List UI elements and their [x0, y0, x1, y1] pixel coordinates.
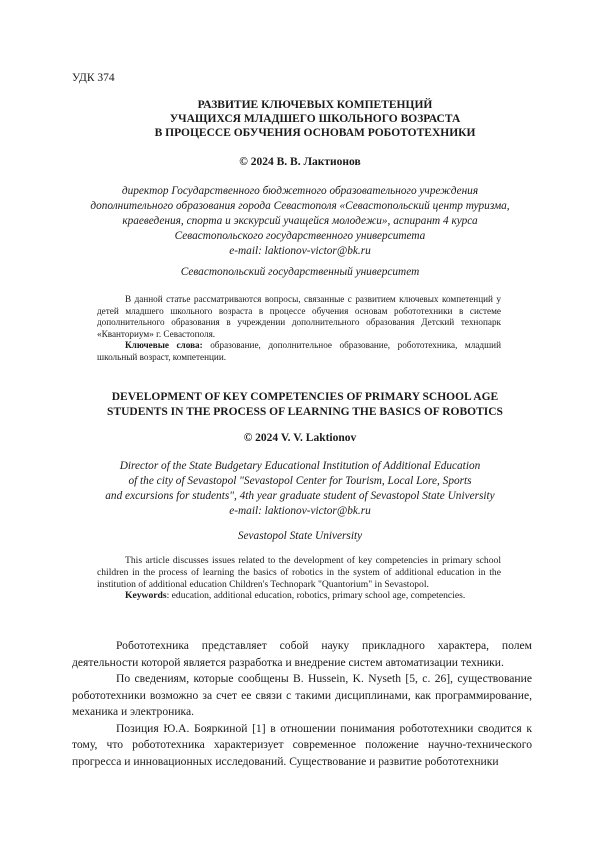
- keywords-ru: [97, 340, 501, 363]
- title-line: УЧАЩИХСЯ МЛАДШЕГО ШКОЛЬНОГО ВОЗРАСТА: [169, 113, 461, 125]
- university-ru: Севастопольский государственный университет: [180, 266, 420, 278]
- article-body: [72, 638, 532, 770]
- affiliation-line: Director of the State Budgetary Educational Institution of Additional Education: [119, 460, 481, 472]
- affiliation-line: дополнительного образования города Севастополя «Севастопольский центр туризма,: [90, 200, 510, 212]
- affiliation-line: of the city of Sevastopol "Sevastopol Center for Tourism, Local Lore, Sports: [128, 475, 472, 487]
- title-russian: [90, 98, 540, 140]
- author-copyright-en: © 2024 V. V. Laktionov: [243, 432, 357, 444]
- author-copyright-ru: © 2024 В. В. Лактионов: [239, 156, 361, 168]
- affiliation-line: краеведения, спорта и экскурсий учащейся молодежи», аспирант 4 курса: [122, 215, 478, 227]
- author-email: e-mail: laktionov-victor@bk.ru: [229, 505, 371, 517]
- author-affiliation-en: [60, 459, 540, 519]
- affiliation-line: and excursions for students", 4th year graduate student of Sevastopol State University: [105, 490, 495, 502]
- abstract-text: This article discusses issues related to the development of key competencies in primary school children in the process of learning the basics of robotics in the system of additional education in the institution of additional education Children's Technopark "Quantorium" in Sevastopol.: [97, 555, 501, 590]
- title-line: РАЗВИТИЕ КЛЮЧЕВЫХ КОМПЕТЕНЦИЙ: [197, 99, 433, 111]
- affiliation-line: директор Государственного бюджетного образовательного учреждения: [121, 185, 479, 197]
- body-paragraph: Позиция Ю.А. Бояркиной [1] в отношении понимания робототехники сводится к тому, что робототехника характеризует современное положение научно-технического прогресса и инновационных исследований. Существование и развитие робототехники: [72, 721, 532, 768]
- keywords-label: Keywords: [125, 590, 167, 602]
- body-paragraph: По сведениям, которые сообщены B. Hussein, K. Nyseth [5, с. 26], существование робототехники возможно за счет ее связи с такими дисциплинами, как программирование, механика и электроника.: [72, 672, 532, 718]
- title-line: В ПРОЦЕССЕ ОБУЧЕНИЯ ОСНОВАМ РОБОТОТЕХНИКИ: [154, 127, 476, 139]
- udk-code: УДК 374: [72, 72, 115, 84]
- keywords-en: [97, 590, 501, 602]
- keywords-list: : education, additional education, robotics, primary school age, competencies.: [166, 590, 466, 602]
- title-line: DEVELOPMENT OF KEY COMPETENCIES OF PRIMARY SCHOOL AGE: [111, 391, 499, 403]
- title-line: STUDENTS IN THE PROCESS OF LEARNING THE BASICS OF ROBOTICS: [107, 406, 503, 418]
- author-affiliation-ru: [60, 184, 540, 259]
- abstract-en: [97, 555, 501, 602]
- author-email: e-mail: laktionov-victor@bk.ru: [229, 245, 371, 257]
- affiliation-line: Севастопольского государственного университета: [174, 230, 426, 242]
- abstract-ru: [97, 294, 501, 364]
- abstract-text: В данной статье рассматриваются вопросы, связанные с развитием ключевых компетенций у детей младшего школьного возраста в процессе обучения основам робототехники в системе дополнительного образования в учреждении дополнительного образования Детский технопарк «Кванториум» г. Севастополя.: [97, 294, 501, 339]
- title-english: [70, 390, 540, 420]
- keywords-list: образование, дополнительное образование, робототехника, младший школьный возраст, компетенции.: [97, 340, 501, 362]
- university-en: Sevastopol State University: [237, 530, 363, 542]
- keywords-label: Ключевые слова:: [125, 340, 203, 351]
- body-paragraph: Робототехника представляет собой науку прикладного характера, полем деятельности которой является разработка и внедрение систем автоматизации техники.: [72, 639, 532, 669]
